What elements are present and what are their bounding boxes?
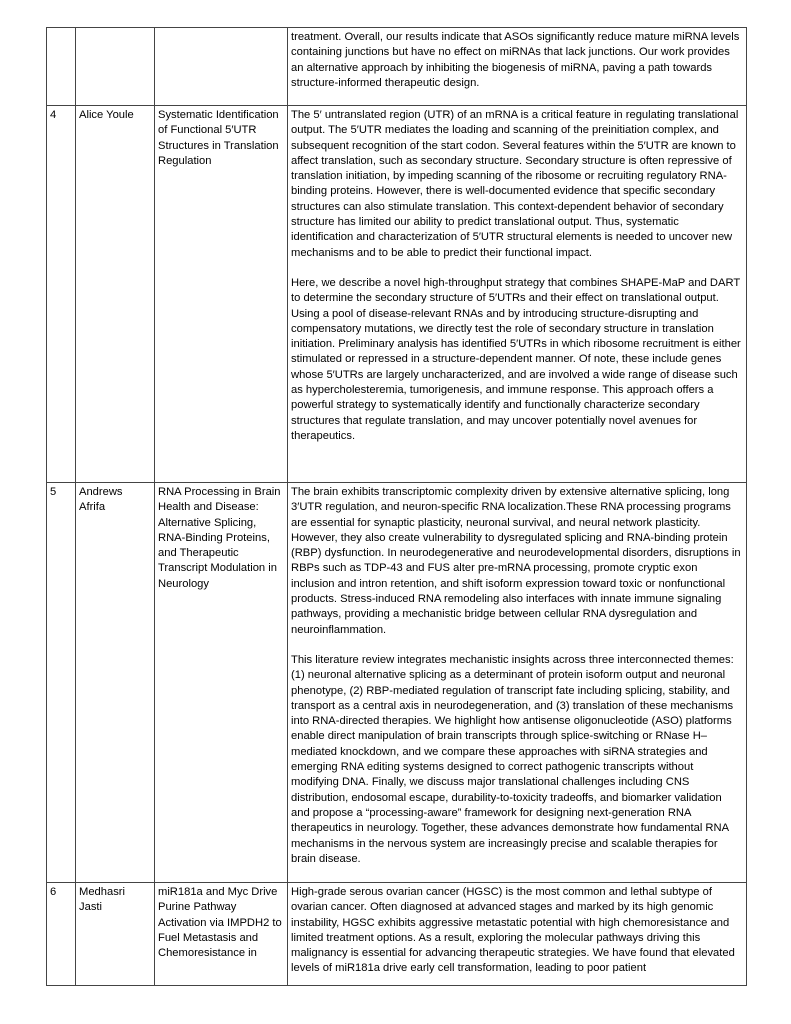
abstract-text	[288, 483, 747, 883]
presenter-name: Andrews Afrifa	[76, 483, 155, 883]
abstracts-table	[46, 27, 747, 986]
presenter-name	[76, 28, 155, 106]
table-row	[47, 483, 747, 883]
abstract-title: Systematic Identification of Functional 5′UTR Structures in Translation Regulation	[155, 106, 288, 483]
abstract-title	[155, 28, 288, 106]
row-number: 4	[47, 106, 76, 483]
presenter-name: Medhasri Jasti	[76, 883, 155, 986]
abstract-text	[288, 883, 747, 986]
row-number: 6	[47, 883, 76, 986]
table-row	[47, 28, 747, 106]
abstract-text	[288, 106, 747, 483]
table-row	[47, 883, 747, 986]
abstract-paragraph: treatment. Overall, our results indicate that ASOs significantly reduce mature miRNA levels containing junctions but have no effect on miRNAs that lack junctions. Our work provides an alternative approach by inhibiting the biogenesis of miRNA, paving a path towards structure-informed therapeutic design.	[291, 31, 740, 89]
abstract-paragraph: The 5′ untranslated region (UTR) of an mRNA is a critical feature in regulating translational output. The 5′UTR mediates the loading and scanning of the preinitiation complex, and subsequent recognition of the start codon. Several features within the 5′UTR are known to affect translation, such as secondary structure. Secondary structure is often repressive of translation initiation, by impeding scanning of the ribosome or recruiting regulatory RNA-binding proteins. However, there is well-documented evidence that specific secondary structures can also stimulate translation. This context-dependent behavior of secondary structure has limited our ability to predict translational output. Thus, systematic identification and characterization of 5′UTR structural elements is needed to uncover new mechanisms and to be able to predict their functional impact.	[291, 109, 739, 259]
abstract-paragraph: Here, we describe a novel high-throughput strategy that combines SHAPE-MaP and DART to determine the secondary structure of 5′UTRs and their effect on translational output. Using a pool of disease-relevant RNAs and by introducing structure-disrupting and compensatory mutations, we directly test the role of secondary structure in translation initiation. Preliminary analysis has identified 5′UTRs in which ribosome recruitment is either stimulated or repressed in a structure-dependent manner. Of note, these include genes whose 5′UTRs are largely uncharacterized, and are involved a wide range of disease such as hypercholesteremia, tumorigenesis, and immune response. This approach offers a powerful strategy to systematically identify and functionally characterize secondary structures that regulate translation, and may uncover potentially novel avenues for therapeutics.	[291, 276, 741, 442]
row-number: 5	[47, 483, 76, 883]
abstract-text	[288, 28, 747, 106]
abstract-title: RNA Processing in Brain Health and Disease: Alternative Splicing, RNA-Binding Proteins, and Therapeutic Transcript Modulation in Neurology	[155, 483, 288, 883]
abstract-paragraph: This literature review integrates mechanistic insights across three interconnected themes: (1) neuronal alternative splicing as a determinant of protein isoform output and neuronal phenotype, (2) RBP-mediated regulation of transcript fate including splicing, stability, and transport as a central axis in neurodegeneration, and (3) translation of these mechanisms into RNA-directed therapies. We highlight how antisense oligonucleotide (ASO) platforms enable direct manipulation of brain transcripts through splice-switching or RNase H–mediated knockdown, and we compare these approaches with siRNA strategies and emerging RNA editing systems designed to correct pathogenic transcripts without modifying DNA. Finally, we discuss major translational challenges including CNS distribution, endosomal escape, durability-to-toxicity tradeoffs, and biomarker validation and propose a “processing-aware” framework for designing next-generation RNA therapeutics in neurology. Together, these advances demonstrate how fundamental RNA mechanisms in the nervous system are increasingly precise and scalable therapies for brain disease.	[291, 653, 734, 865]
abstract-paragraph: The brain exhibits transcriptomic complexity driven by extensive alternative splicing, long 3′UTR regulation, and neuron-specific RNA localization.These RNA processing programs are essential for synaptic plasticity, neuronal survival, and neural network plasticity. However, they also create vulnerability to dysregulated splicing and RNA-binding protein (RBP) dysfunction. In neurodegenerative and neurodevelopmental disorders, disruptions in RBPs such as TDP-43 and FUS alter pre-mRNA processing, promote cryptic exon inclusion and intron retention, and shift isoform expression toward toxic or nonfunctional products. Stress-induced RNA remodeling also interfaces with innate immune signaling pathways, providing a mechanistic bridge between cellular RNA dysregulation and neuroinflammation.	[291, 486, 741, 636]
row-number	[47, 28, 76, 106]
abstract-title: miR181a and Myc Drive Purine Pathway Activation via IMPDH2 to Fuel Metastasis and Chemoresistance in	[155, 883, 288, 986]
presenter-name: Alice Youle	[76, 106, 155, 483]
abstract-paragraph: High-grade serous ovarian cancer (HGSC) is the most common and lethal subtype of ovarian cancer. Often diagnosed at advanced stages and marked by its high genomic instability, HGSC exhibits aggressive metastatic potential with high chemoresistance and limited treatment options. As a result, exploring the molecular pathways driving this malignancy is essential for advancing therapeutic strategies. We have found that elevated levels of miR181a drive early cell transformation, leading to poor patient	[291, 886, 735, 975]
table-row	[47, 106, 747, 483]
